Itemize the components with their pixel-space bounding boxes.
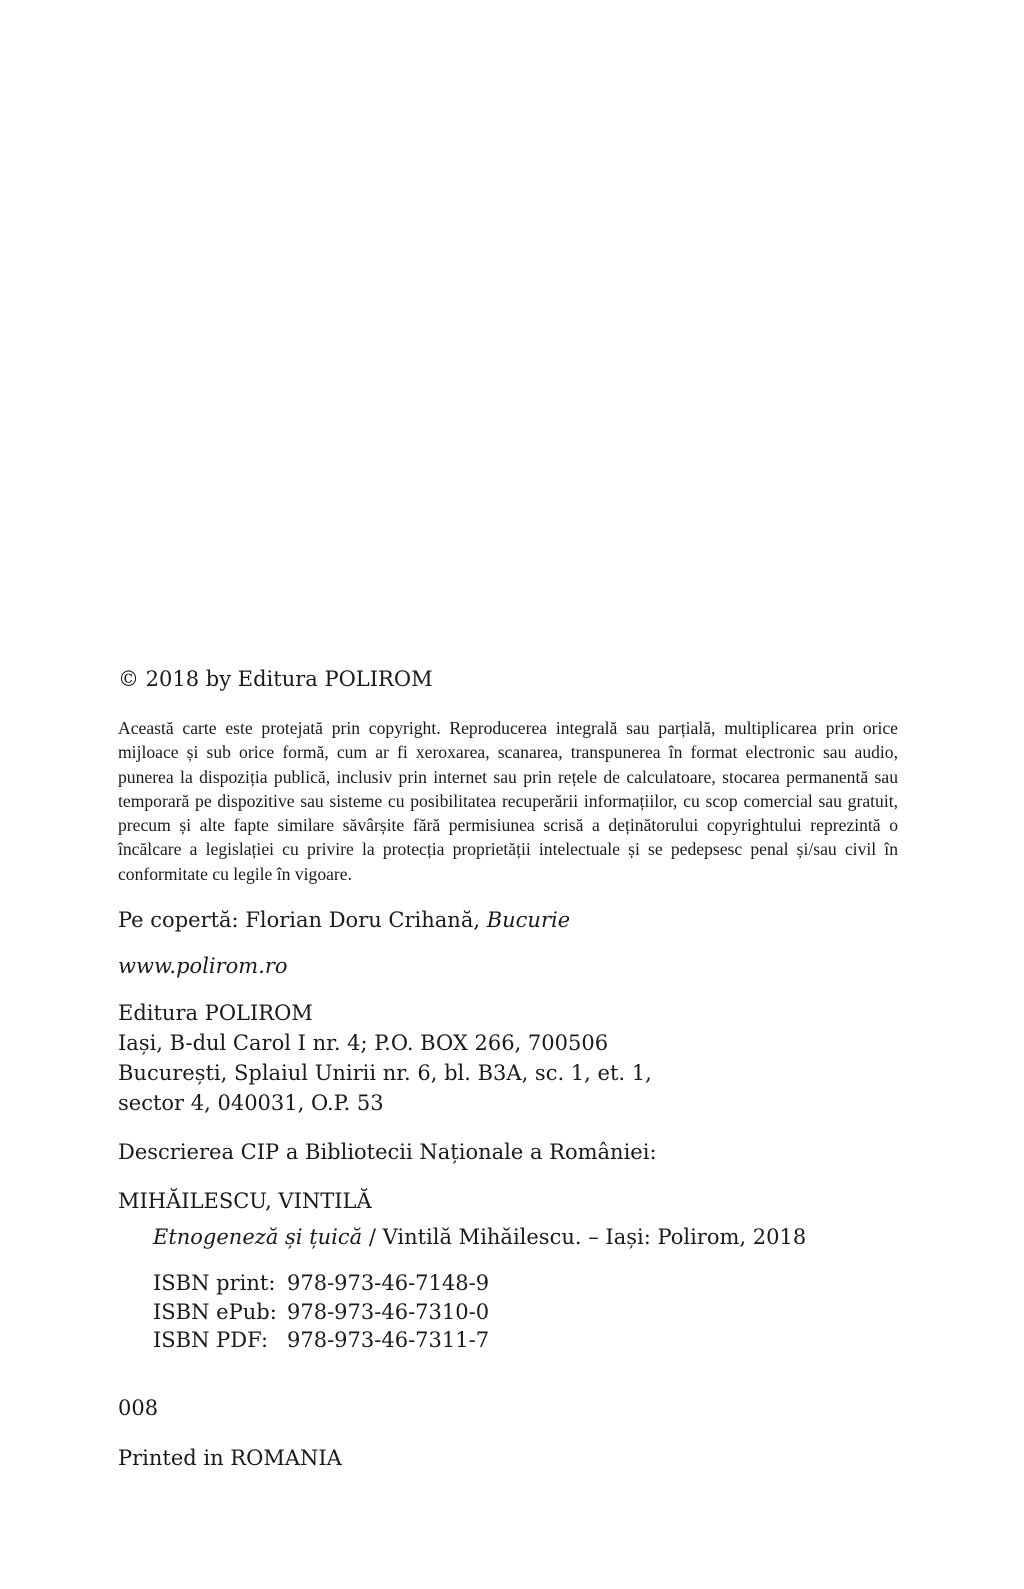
print-code: 008 — [118, 1395, 159, 1420]
isbn-value: 978-973-46-7148-9 — [287, 1271, 490, 1296]
legal-notice: Această carte este protejată prin copyright. Reproducerea integrală sau parțială, multiplicarea prin orice mijloace și sub orice formă, cum ar fi xeroxarea, scanarea, transpunerea în format electronic sau audio, punerea la dispoziția publică, inclusiv prin internet sau prin rețele de calculatoare, stocarea permanentă sau temporară pe dispozitive sau sisteme cu posibilitatea recuperării informațiilor, cu scop comercial sau gratuit, precum și alte fapte similare săvârșite fără permisiunea scrisă a deținătorului copyrightului reprezintă o încălcare a legislației cu privire la protecția proprietății intelectuale și se pedepsesc penal și/sau civil în conformitate cu legile în vigoare. — [118, 718, 898, 884]
cip-catalog-entry — [118, 1222, 898, 1355]
isbn-row — [153, 1326, 898, 1355]
isbn-row — [153, 1298, 898, 1327]
address-line: sector 4, 040031, O.P. 53 — [118, 1091, 384, 1116]
isbn-label: ISBN ePub: — [153, 1299, 277, 1324]
isbn-value: 978-973-46-7310-0 — [287, 1299, 490, 1324]
cip-heading: Descrierea CIP a Bibliotecii Naționale a României: — [118, 1140, 657, 1165]
cover-credit — [118, 905, 898, 935]
copyright-page — [118, 664, 898, 1473]
publisher-name: Editura POLIROM — [118, 1001, 313, 1026]
cip-title-line — [153, 1222, 898, 1252]
cover-credit-prefix: Pe copertă: Florian Doru Crihană, — [118, 908, 487, 933]
isbn-value: 978-973-46-7311-7 — [287, 1328, 490, 1353]
isbn-list — [153, 1269, 898, 1355]
publisher-address — [118, 998, 898, 1118]
copyright-line: © 2018 by Editura POLIROM — [118, 667, 433, 691]
cover-work-title: Bucurie — [486, 908, 571, 933]
website-link[interactable]: www.polirom.ro — [118, 954, 288, 979]
isbn-row — [153, 1269, 898, 1298]
cip-title-rest: / Vintilă Mihăilescu. – Iași: Polirom, 2018 — [362, 1225, 807, 1250]
address-line: Iași, B-dul Carol I nr. 4; P.O. BOX 266, 700506 — [118, 1031, 609, 1056]
isbn-label: ISBN PDF: — [153, 1328, 269, 1353]
cip-author: MIHĂILESCU, VINTILĂ — [118, 1189, 372, 1214]
isbn-label: ISBN print: — [153, 1271, 276, 1296]
printed-in: Printed in ROMANIA — [118, 1445, 342, 1470]
cip-book-title: Etnogeneză și țuică — [153, 1225, 363, 1250]
address-line: București, Splaiul Unirii nr. 6, bl. B3A, sc. 1, et. 1, — [118, 1061, 652, 1086]
